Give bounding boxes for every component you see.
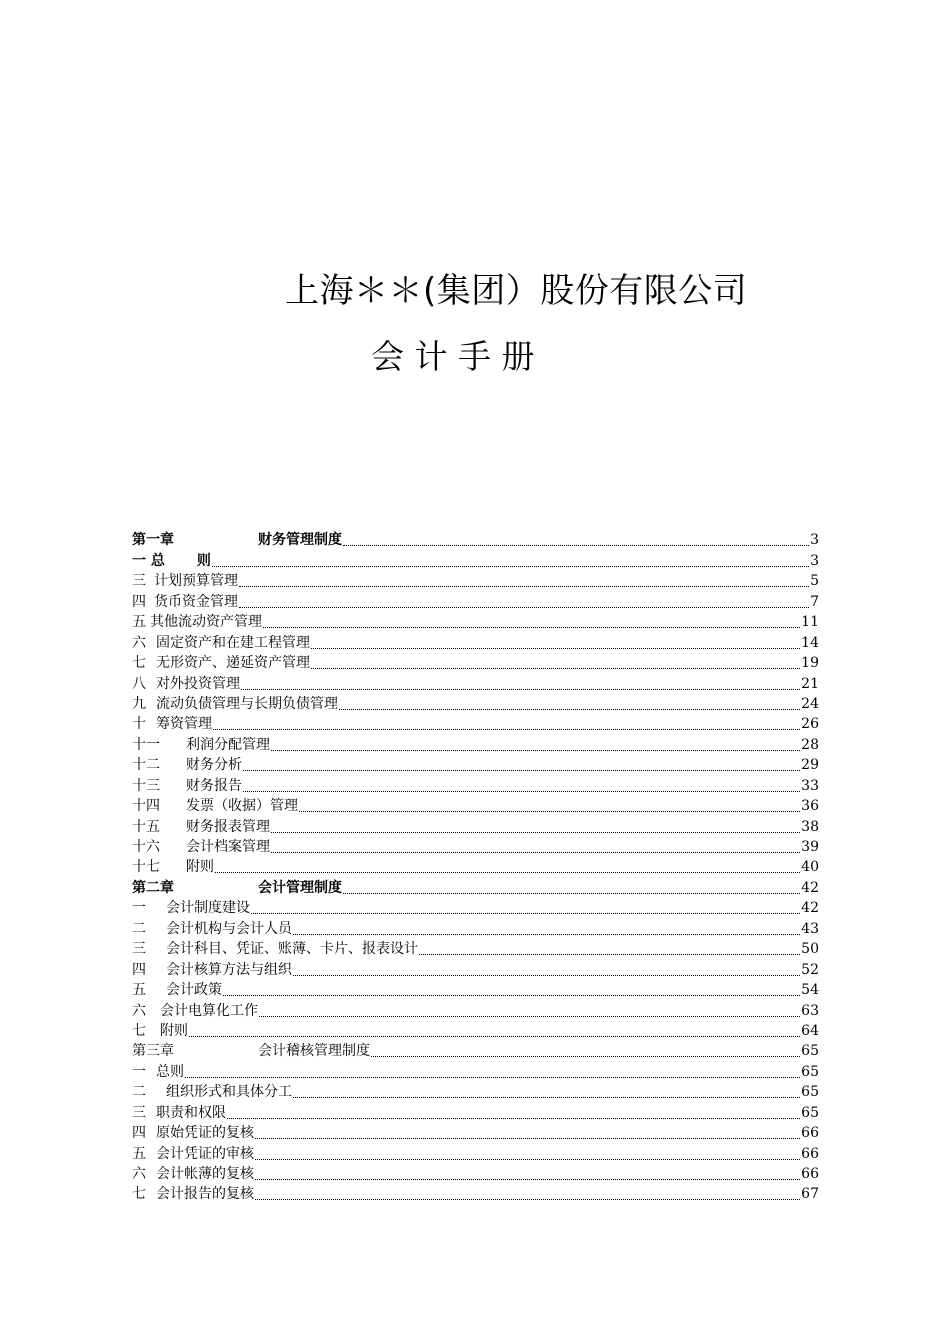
toc-entry-number: 十五 bbox=[132, 818, 160, 835]
toc-entry-number: 十四 bbox=[132, 798, 160, 815]
toc-entry-page: 14 bbox=[801, 634, 819, 651]
toc-entry[interactable] bbox=[132, 898, 819, 918]
toc-dot-leader bbox=[227, 1117, 800, 1119]
toc-entry[interactable] bbox=[132, 939, 819, 959]
toc-entry-number: 四 bbox=[132, 961, 146, 978]
toc-dot-leader bbox=[259, 1015, 800, 1017]
toc-entry-page: 65 bbox=[801, 1084, 819, 1101]
toc-entry[interactable] bbox=[132, 694, 819, 714]
toc-entry-page: 36 bbox=[801, 798, 819, 815]
toc-entry-title: 筹资管理 bbox=[156, 716, 212, 733]
toc-dot-leader bbox=[311, 647, 800, 649]
toc-dot-leader bbox=[271, 831, 800, 833]
toc-entry[interactable] bbox=[132, 816, 819, 836]
toc-entry-title: 无形资产、递延资产管理 bbox=[156, 655, 310, 672]
toc-entry-page: 42 bbox=[801, 879, 819, 896]
toc-entry-page: 43 bbox=[801, 920, 819, 937]
toc-entry-number: 三 bbox=[132, 573, 146, 590]
toc-entry-title: 财务报表管理 bbox=[186, 818, 270, 835]
toc-entry-number: 二 bbox=[132, 1084, 146, 1101]
toc-entry[interactable] bbox=[132, 632, 819, 652]
toc-entry-title: 会计电算化工作 bbox=[160, 1002, 258, 1019]
toc-entry[interactable] bbox=[132, 612, 819, 632]
toc-entry-number: 五 bbox=[132, 1145, 146, 1162]
toc-entry-title: 财务分析 bbox=[186, 757, 242, 774]
toc-entry-page: 33 bbox=[801, 777, 819, 794]
toc-entry-title: 利润分配管理 bbox=[186, 736, 270, 753]
toc-entry-page: 21 bbox=[801, 675, 819, 692]
toc-entry[interactable] bbox=[132, 591, 819, 611]
toc-entry-page: 65 bbox=[801, 1043, 819, 1060]
toc-entry-title: 对外投资管理 bbox=[156, 675, 240, 692]
toc-dot-leader bbox=[293, 1096, 800, 1098]
toc-entry-title: 会计帐薄的复核 bbox=[156, 1166, 254, 1182]
toc-dot-leader bbox=[371, 1055, 800, 1057]
toc-entry-page: 66 bbox=[801, 1166, 819, 1182]
toc-entry-page: 50 bbox=[801, 941, 819, 958]
toc-entry-page: 11 bbox=[801, 614, 819, 631]
toc-entry-number: 七 bbox=[132, 1022, 146, 1039]
toc-entry-title: 固定资产和在建工程管理 bbox=[156, 634, 310, 651]
toc-dot-leader bbox=[251, 912, 800, 914]
toc-entry-title: 职责和权限 bbox=[156, 1104, 226, 1121]
toc-entry-title: 会计机构与会计人员 bbox=[166, 920, 292, 937]
toc-dot-leader bbox=[241, 688, 800, 690]
toc-entry-number: 第二章 bbox=[132, 879, 174, 896]
toc-entry-page: 66 bbox=[801, 1125, 819, 1142]
toc-dot-leader bbox=[243, 790, 800, 792]
toc-dot-leader bbox=[299, 810, 800, 812]
toc-entry-title: 会计档案管理 bbox=[186, 839, 270, 855]
toc-entry-number: 七 bbox=[132, 655, 146, 672]
toc-entry-page: 38 bbox=[801, 818, 819, 835]
toc-entry-title: 会计稽核管理制度 bbox=[258, 1043, 370, 1060]
toc-entry-number: 第一章 bbox=[132, 532, 174, 549]
toc-entry-number: 一 总 bbox=[132, 552, 165, 569]
toc-entry[interactable] bbox=[132, 1000, 819, 1020]
toc-entry-page: 42 bbox=[801, 900, 819, 917]
toc-entry-title: 附则 bbox=[160, 1022, 188, 1039]
toc-entry-number: 二 bbox=[132, 920, 146, 937]
toc-entry-title: 发票（收据）管理 bbox=[186, 798, 298, 815]
toc-entry[interactable] bbox=[132, 714, 819, 734]
toc-entry[interactable] bbox=[132, 673, 819, 693]
toc-dot-leader bbox=[255, 1198, 800, 1200]
toc-entry-number: 第三章 bbox=[132, 1043, 174, 1060]
toc-dot-leader bbox=[263, 626, 800, 628]
toc-entry[interactable] bbox=[132, 918, 819, 938]
toc-dot-leader bbox=[293, 933, 800, 935]
toc-entry-page: 19 bbox=[801, 655, 819, 672]
toc-entry-page: 5 bbox=[810, 573, 819, 590]
toc-entry-title: 会计政策 bbox=[166, 982, 222, 999]
toc-entry-page: 63 bbox=[801, 1002, 819, 1019]
toc-entry-number: 一 bbox=[132, 900, 146, 917]
toc-entry-title: 会计凭证的审核 bbox=[156, 1145, 254, 1162]
toc-dot-leader bbox=[255, 1158, 800, 1160]
toc-dot-leader bbox=[343, 892, 800, 894]
toc-entry-title: 财务报告 bbox=[186, 777, 242, 794]
toc-entry[interactable] bbox=[132, 550, 819, 570]
toc-entry-title: 计划预算管理 bbox=[154, 573, 238, 590]
toc-dot-leader bbox=[223, 994, 800, 996]
toc-entry-number: 六 bbox=[132, 1002, 146, 1019]
toc-entry-title: 组织形式和具体分工 bbox=[166, 1084, 292, 1101]
toc-entry-number: 十三 bbox=[132, 777, 160, 794]
toc-entry-title: 会计制度建设 bbox=[166, 900, 250, 917]
toc-entry-number: 三 bbox=[132, 941, 146, 958]
toc-entry[interactable] bbox=[132, 653, 819, 673]
toc-entry-number: 四 bbox=[132, 593, 146, 610]
toc-entry-page: 29 bbox=[801, 757, 819, 774]
toc-dot-leader bbox=[343, 544, 809, 546]
toc-entry-title: 财务管理制度 bbox=[258, 532, 342, 549]
toc-entry-number: 六 bbox=[132, 1166, 146, 1182]
toc-entry-title: 则 bbox=[196, 552, 211, 569]
toc-dot-leader bbox=[271, 851, 800, 853]
toc-entry[interactable] bbox=[132, 1143, 819, 1163]
toc-entry-page: 3 bbox=[810, 552, 819, 569]
toc-dot-leader bbox=[255, 1137, 800, 1139]
toc-entry[interactable] bbox=[132, 571, 819, 591]
toc-entry-number: 十一 bbox=[132, 736, 160, 753]
toc-dot-leader bbox=[271, 749, 800, 751]
toc-entry-title: 流动负债管理与长期负债管理 bbox=[156, 695, 338, 712]
toc-entry-title: 附则 bbox=[186, 859, 214, 876]
toc-entry-page: 3 bbox=[810, 532, 819, 549]
toc-entry-title: 会计核算方法与组织 bbox=[166, 961, 292, 978]
toc-dot-leader bbox=[215, 871, 800, 873]
toc-entry-title: 其他流动资产管理 bbox=[150, 614, 262, 631]
toc-entry-page: 26 bbox=[801, 716, 819, 733]
toc-entry-number: 九 bbox=[132, 695, 146, 712]
toc-entry-number: 三 bbox=[132, 1104, 146, 1121]
toc-dot-leader bbox=[239, 606, 809, 608]
toc-entry[interactable] bbox=[132, 1164, 819, 1184]
toc-entry-number: 七 bbox=[132, 1186, 146, 1203]
toc-entry-title: 原始凭证的复核 bbox=[156, 1125, 254, 1142]
toc-entry[interactable] bbox=[132, 980, 819, 1000]
toc-entry-page: 64 bbox=[801, 1022, 819, 1039]
toc-entry[interactable] bbox=[132, 1123, 819, 1143]
toc-dot-leader bbox=[311, 667, 800, 669]
toc-entry-page: 28 bbox=[801, 736, 819, 753]
toc-dot-leader bbox=[213, 728, 800, 730]
toc-entry-page: 52 bbox=[801, 961, 819, 978]
toc-entry[interactable] bbox=[132, 1102, 819, 1122]
toc-entry-number: 八 bbox=[132, 675, 146, 692]
toc-dot-leader bbox=[185, 1076, 800, 1078]
toc-dot-leader bbox=[189, 1035, 800, 1037]
toc-dot-leader bbox=[212, 565, 809, 567]
toc-entry[interactable] bbox=[132, 1041, 819, 1061]
toc-dot-leader bbox=[239, 585, 809, 587]
toc-entry[interactable] bbox=[132, 775, 819, 795]
toc-dot-leader bbox=[255, 1178, 800, 1180]
toc-entry-page: 67 bbox=[801, 1186, 819, 1203]
toc-entry-page: 24 bbox=[801, 695, 819, 712]
toc-dot-leader bbox=[243, 769, 800, 771]
toc-entry-number: 十七 bbox=[132, 859, 160, 876]
toc-entry-title: 会计管理制度 bbox=[258, 879, 342, 896]
toc-entry[interactable] bbox=[132, 796, 819, 816]
toc-entry[interactable] bbox=[132, 1021, 819, 1041]
toc-entry-page: 7 bbox=[810, 593, 819, 610]
toc-entry-number: 十 bbox=[132, 716, 146, 733]
toc-entry-page: 65 bbox=[801, 1063, 819, 1080]
document-subtitle: 会 计 手 册 bbox=[371, 337, 535, 376]
toc-entry[interactable] bbox=[132, 755, 819, 775]
toc-entry-number: 五 bbox=[132, 614, 146, 631]
toc-entry-number: 五 bbox=[132, 982, 146, 999]
toc-entry-title: 会计报告的复核 bbox=[156, 1186, 254, 1203]
toc-entry[interactable] bbox=[132, 734, 819, 754]
toc-entry-number: 十二 bbox=[132, 757, 160, 774]
toc-entry[interactable] bbox=[132, 837, 819, 857]
toc-entry[interactable] bbox=[132, 959, 819, 979]
toc-entry-title: 会计科目、凭证、账薄、卡片、报表设计 bbox=[166, 941, 418, 958]
toc-entry-number: 一 bbox=[132, 1063, 146, 1080]
toc-entry-page: 39 bbox=[801, 839, 819, 855]
toc-entry-number: 六 bbox=[132, 634, 146, 651]
toc-entry[interactable] bbox=[132, 1061, 819, 1081]
toc-entry-number: 四 bbox=[132, 1125, 146, 1142]
toc-entry[interactable] bbox=[132, 530, 819, 550]
toc-dot-leader bbox=[293, 974, 800, 976]
toc-entry[interactable] bbox=[132, 1184, 819, 1204]
toc-entry-page: 66 bbox=[801, 1145, 819, 1162]
toc-entry[interactable] bbox=[132, 877, 819, 897]
toc-dot-leader bbox=[419, 953, 800, 955]
toc-entry[interactable] bbox=[132, 857, 819, 877]
toc-entry-page: 65 bbox=[801, 1104, 819, 1121]
toc-entry-title: 货币资金管理 bbox=[154, 593, 238, 610]
toc-entry-page: 54 bbox=[801, 982, 819, 999]
toc-entry-page: 40 bbox=[801, 859, 819, 876]
toc-entry[interactable] bbox=[132, 1082, 819, 1102]
document-title: 上海＊＊(集团）股份有限公司 bbox=[285, 271, 748, 311]
toc-entry-number: 十六 bbox=[132, 839, 160, 855]
table-of-contents bbox=[132, 530, 819, 1204]
toc-dot-leader bbox=[339, 708, 800, 710]
toc-entry-title: 总则 bbox=[156, 1063, 184, 1080]
